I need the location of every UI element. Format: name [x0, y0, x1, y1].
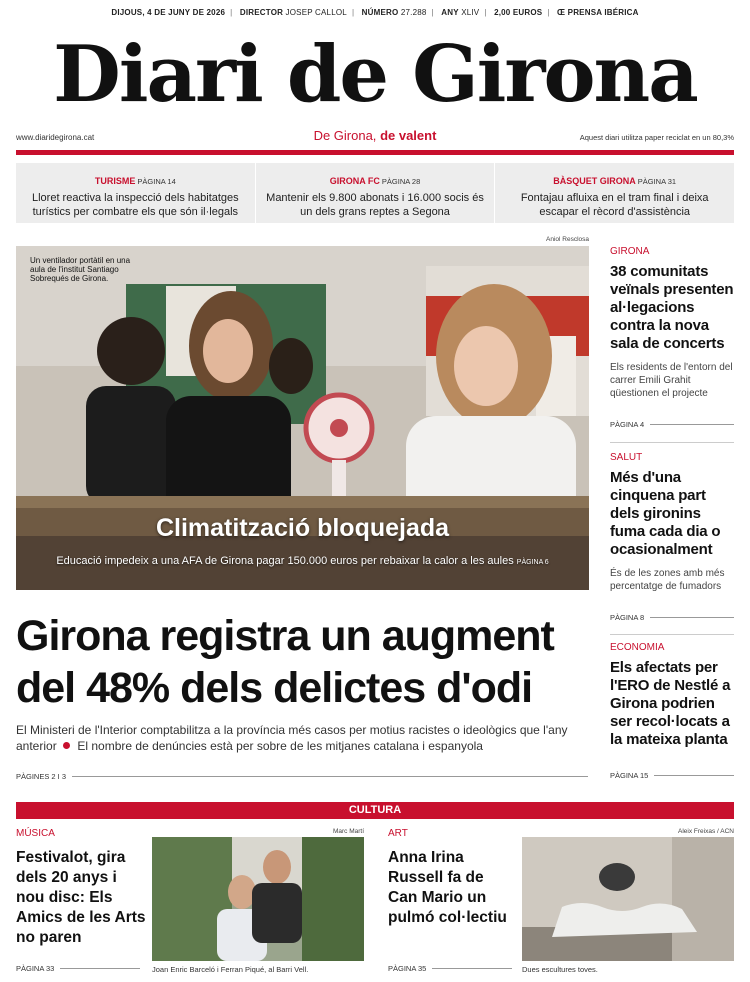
photo-page: PÀGINA 6	[516, 559, 549, 566]
teaser-section: TURISME	[94, 176, 136, 186]
teaser-item[interactable]	[495, 163, 734, 223]
photo-subtitle	[16, 555, 589, 567]
edition-info-bar: DIJOUS, 4 DE JUNY DE 2026 | DIRECTOR JOSEP CALLOL | NÚMERO 27.288 | ANY XLIV | 2,00 EUROS | Œ PRENSA IBÉRICA	[111, 8, 639, 17]
side-story-3[interactable]	[610, 642, 734, 749]
culture-right-page-label[interactable]: PÀGINA 35	[388, 964, 427, 973]
culture-left-credit: Marc Martí	[332, 828, 364, 835]
side-section: ECONOMIA	[610, 642, 665, 653]
photo-title: Climatització bloquejada	[155, 514, 450, 542]
photo-credit: Aniol Resclosa	[546, 236, 589, 243]
side-page-label[interactable]: PÀGINA 15	[610, 771, 649, 780]
side-divider	[610, 634, 734, 635]
side-page-1	[610, 420, 734, 429]
culture-right-headline[interactable]: Anna Irina Russell fa de Can Mario un pulmó col·lectiu	[388, 849, 507, 926]
price: 2,00 EUROS	[494, 8, 543, 17]
side-page-label[interactable]: PÀGINA 4	[610, 420, 645, 429]
teaser-text: Fontajau afluixa en el tram final i deixa escapar el rècord d'assistència	[520, 192, 709, 218]
photo-caption: Un ventilador portàtil en una aula de l'institut Santiago Sobrequés de Girona.	[30, 256, 131, 283]
bullet-icon	[63, 742, 70, 749]
teaser-strip	[16, 163, 734, 223]
recycle-note: Aquest diari utilitza paper reciclat en un 80,3%	[579, 133, 734, 142]
number-value: 27.288	[400, 8, 427, 17]
side-divider	[610, 442, 734, 443]
motto-a: De Girona,	[313, 128, 377, 143]
side-section: SALUT	[610, 452, 643, 463]
culture-left-page	[16, 964, 140, 973]
number-label: NÚMERO	[361, 8, 399, 17]
side-text: Els residents de l'entorn del carrer Emili Grahit qüestionen el projecte	[610, 362, 733, 399]
teaser-section: BÀSQUET GIRONA	[553, 176, 636, 186]
side-headline: Els afectats per l'ERO de Nestlé a Girona podrien ser recol·locats a la mateixa planta	[610, 659, 731, 748]
side-headline: 38 comunitats veïnals presenten al·legacions contra la nova sala de concerts	[610, 263, 734, 352]
culture-left-headline[interactable]: Festivalot, gira dels 20 anys i nou disc: Els Amics de les Arts no paren	[16, 849, 146, 946]
side-section: GIRONA	[610, 246, 650, 257]
culture-left-caption: Joan Enric Barceló i Ferran Piqué, al Barri Vell.	[152, 965, 309, 974]
publisher-group: PRENSA IBÉRICA	[567, 8, 639, 17]
sculptures-illustration	[522, 837, 734, 961]
publisher-icon: Œ	[557, 8, 566, 17]
culture-left-section: MÚSICA	[16, 828, 55, 839]
photo-subtitle-text: Educació impedeix a una AFA de Girona pagar 150.000 euros per rebaixar la calor a les aules	[56, 555, 514, 567]
culture-left-page-label[interactable]: PÀGINA 33	[16, 964, 55, 973]
deck-part-b: El nombre de denúncies està per sobre de les mitjanes catalana i espanyola	[77, 739, 483, 753]
culture-right-caption: Dues escultures toves.	[522, 965, 598, 974]
teaser-section: GIRONA FC	[329, 176, 380, 186]
side-story-1[interactable]	[610, 246, 734, 400]
side-page-2	[610, 613, 734, 622]
side-page-label[interactable]: PÀGINA 8	[610, 613, 645, 622]
teaser-page: PÀGINA 31	[637, 177, 677, 186]
culture-right-photo[interactable]	[522, 837, 734, 961]
motto-b: de valent	[380, 128, 437, 143]
edition-date: DIJOUS, 4 DE JUNY DE 2026	[111, 8, 226, 17]
culture-right-credit: Aleix Freixas / ACN	[678, 828, 734, 835]
teaser-text: Lloret reactiva la inspecció dels habitatges turístics per combatre els que són il·legals	[31, 192, 239, 218]
section-bar-cultura: CULTURA	[16, 802, 734, 819]
deck-part-a: El Ministeri de l'Interior comptabilitza a la província més casos per motius racistes o ideològics que l'any anterior	[16, 723, 568, 753]
website-url[interactable]: www.diaridegirona.cat	[16, 133, 95, 142]
side-story-2[interactable]	[610, 452, 734, 593]
culture-right-page	[388, 964, 512, 973]
teaser-page: PÀGINA 28	[381, 177, 421, 186]
lead-photo[interactable]	[16, 246, 589, 590]
masthead-title: Diari de Girona	[53, 29, 697, 120]
teaser-item[interactable]	[256, 163, 496, 223]
masthead-divider	[16, 150, 734, 155]
teaser-page: PÀGINA 14	[137, 177, 176, 186]
director-label: DIRECTOR	[239, 8, 284, 17]
teaser-item[interactable]	[16, 163, 256, 223]
musicians-illustration	[152, 837, 364, 961]
year-value: XLIV	[461, 8, 480, 17]
side-text: És de les zones amb més percentatge de fumadors	[610, 568, 725, 592]
main-headline[interactable]: Girona registra un augment del 48% dels delictes d'odi	[16, 612, 554, 712]
main-pages	[16, 772, 588, 781]
culture-right-section: ART	[388, 828, 408, 839]
main-deck	[16, 722, 596, 754]
main-pages-label[interactable]: PÀGINES 2 I 3	[16, 772, 67, 781]
year-label: ANY	[441, 8, 459, 17]
teaser-text: Mantenir els 9.800 abonats i 16.000 socis és un dels grans reptes a Segona	[266, 192, 484, 218]
side-page-3	[610, 771, 734, 780]
director-name: JOSEP CALLOL	[285, 8, 347, 17]
culture-left-photo[interactable]	[152, 837, 364, 961]
side-headline: Més d'una cinquena part dels gironins fuma cada dia o ocasionalment	[610, 469, 721, 558]
